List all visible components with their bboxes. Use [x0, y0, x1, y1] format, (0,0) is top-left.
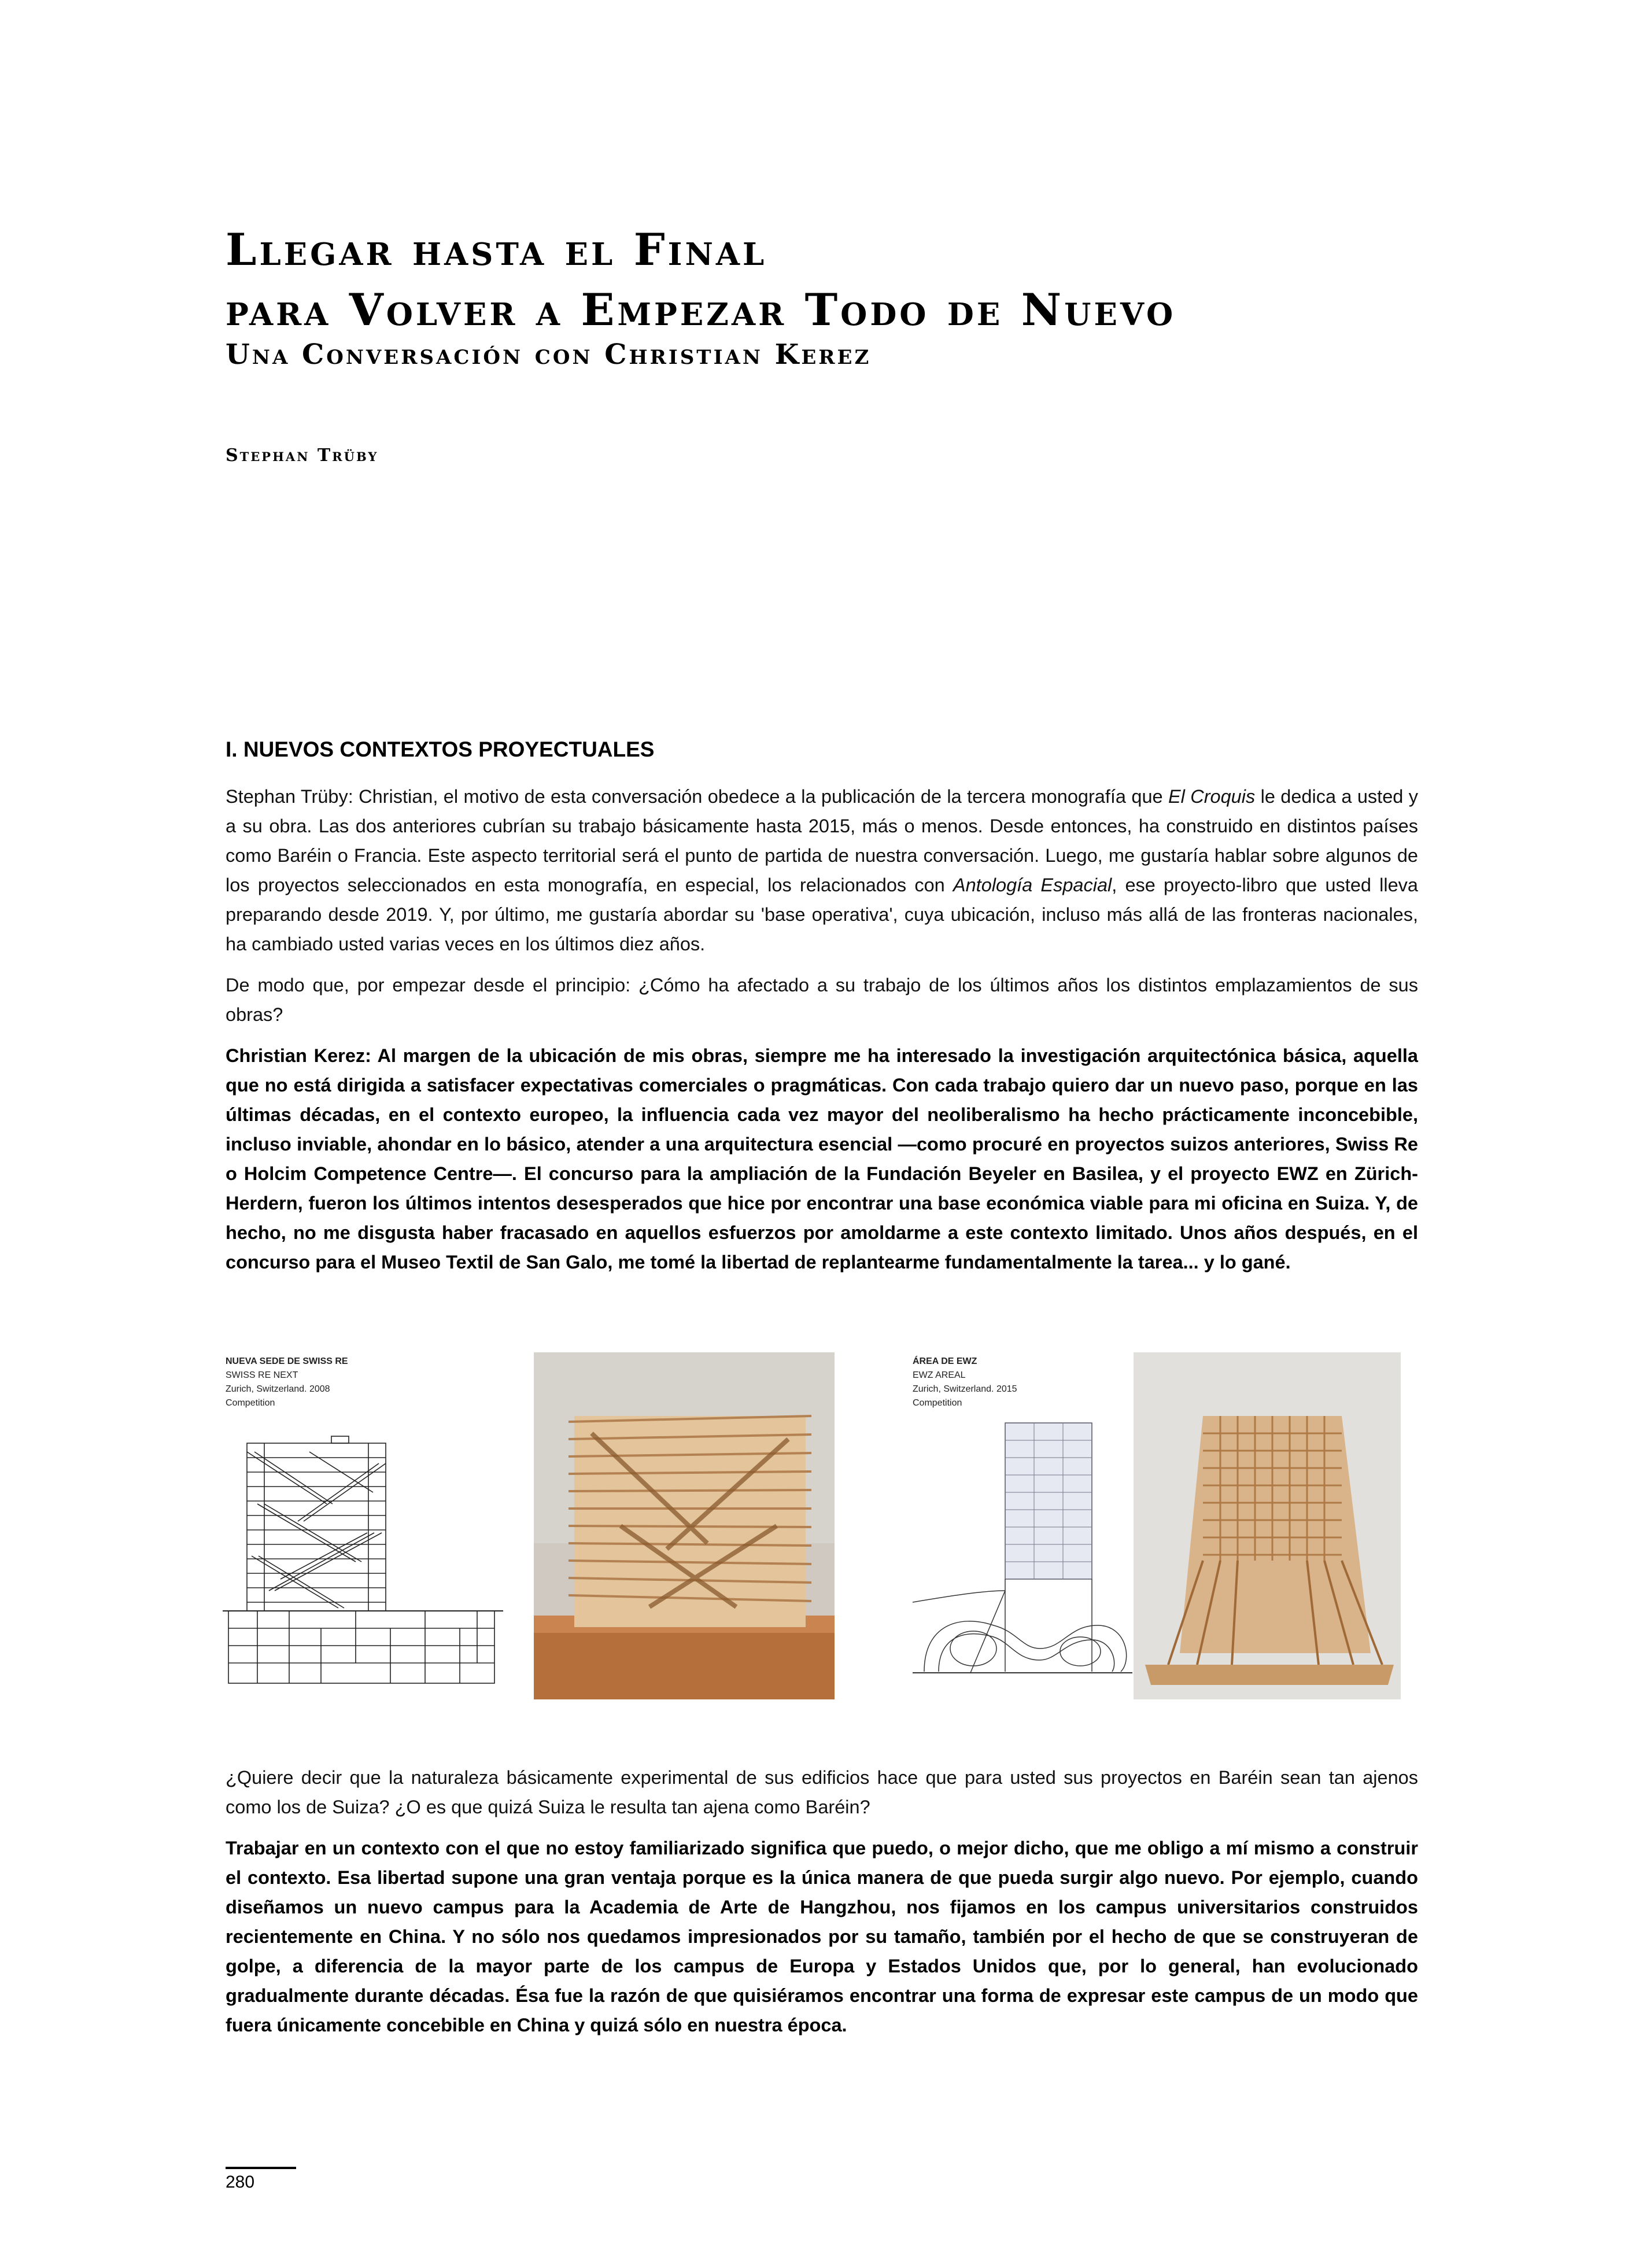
answer-paragraph: Trabajar en un contexto con el que no estoy familiarizado significa que puedo, o mejor dicho, que me obligo a mí mismo a construir el contexto. Esa libertad supone una gran ventaja porque es la única manera de que pueda surgir algo nuevo. Por ejemplo, cuando diseñamos un nuevo campus para la Academia de Arte de Hangzhou, nos fijamos en los campus universitarios construidos recientemente en China. Y no sólo nos quedamos impresionados por su tamaño, también por el hecho de que se construyeran de golpe, a diferencia de la mayor parte de los campus de Europa y Estados Unidos que, por lo general, han evolucionado gradualmente durante décadas. Ésa fue la razón de que quisiéramos encontrar una forma de expresar este campus de un modo que fuera únicamente concebible en China y quizá sólo en nuestra época. — [226, 1838, 1418, 2035]
continuation-body — [226, 1763, 1418, 2052]
caption-project-name: SWISS RE NEXT — [226, 1370, 298, 1380]
intro-paragraph: Stephan Trüby: Christian, el motivo de esta conversación obedece a la publicación de la tercera monografía que El Croquis le dedica a usted y a su obra. Las dos anteriores cubrían su trabajo básicamente hasta 2015, más o menos. Desde entonces, ha construido en distintos países como Baréin o Francia. Este aspecto territorial será el punto de partida de nuestra conversación. Luego, me gustaría hablar sobre algunos de los proyectos seleccionados en esta monografía, en especial, los relacionados con Antología Espacial, ese proyecto-libro que usted lleva preparando desde 2019. Y, por último, me gustaría abordar su 'base operativa', cuya ubicación, incluso más allá de las fronteras nacionales, ha cambiado usted varias veces en los últimos diez años. — [226, 786, 1418, 954]
article-subtitle: Una Conversación con Christian Kerez — [226, 338, 872, 371]
title-line-1: Llegar hasta el Final — [226, 224, 767, 275]
section-body — [226, 782, 1418, 1289]
figure-caption-swiss-re — [226, 1355, 348, 1410]
caption-project-name: EWZ AREAL — [913, 1370, 966, 1380]
figure-caption-ewz — [913, 1355, 1017, 1410]
page-number: 280 — [226, 2173, 255, 2192]
swiss-re-model-photo — [534, 1352, 835, 1699]
ewz-model-photo — [1134, 1352, 1401, 1699]
section-heading: I. NUEVOS CONTEXTOS PROYECTUALES — [226, 737, 655, 761]
project-book-title: Antología Espacial — [953, 875, 1112, 895]
ewz-elevation-drawing — [913, 1417, 1132, 1706]
answer-paragraph: Christian Kerez: Al margen de la ubicación de mis obras, siempre me ha interesado la investigación arquitectónica básica, aquella que no está dirigida a satisfacer expectativas comerciales o pragmáticas. Con cada trabajo quiero dar un nuevo paso, porque en las últimas décadas, en el contexto europeo, la influencia cada vez mayor del neoliberalismo ha hecho prácticamente inconcebible, incluso inviable, ahondar en lo básico, atender a una arquitectura esencial —como procuré en proyectos suizos anteriores, Swiss Re o Holcim Competence Centre—. El concurso para la ampliación de la Fundación Beyeler en Basilea, y el proyecto EWZ en Zürich-Herdern, fueron los últimos intentos desesperados que hice por encontrar una base económica viable para mi oficina en Suiza. Y, de hecho, no me disgusta haber fracasado en aquellos esfuerzos por amoldarme a este contexto limitado. Unos años después, en el concurso para el Museo Textil de San Galo, me tomé la libertad de replantearme fundamentalmente la tarea... y lo gané. — [226, 1045, 1418, 1273]
author-name: Stephan Trüby — [226, 445, 379, 466]
article-title — [226, 220, 1176, 340]
publication-title: El Croquis — [1168, 786, 1256, 807]
caption-type: Competition — [913, 1398, 962, 1408]
question-paragraph: ¿Quiere decir que la naturaleza básicamente experimental de sus edificios hace que para usted sus proyectos en Baréin sean tan ajenos como los de Suiza? ¿O es que quizá Suiza le resulta tan ajena como Baréin? — [226, 1767, 1418, 1817]
swiss-re-elevation-drawing — [223, 1417, 503, 1706]
caption-type: Competition — [226, 1398, 275, 1408]
footer-rule — [226, 2167, 296, 2169]
caption-location: Zurich, Switzerland. 2008 — [226, 1384, 330, 1394]
caption-title: NUEVA SEDE DE SWISS RE — [226, 1356, 348, 1366]
question-paragraph: De modo que, por empezar desde el principio: ¿Cómo ha afectado a su trabajo de los últimos años los distintos emplazamientos de sus obras? — [226, 975, 1418, 1025]
title-line-2: para Volver a Empezar Todo de Nuevo — [226, 284, 1176, 335]
caption-location: Zurich, Switzerland. 2015 — [913, 1384, 1017, 1394]
caption-title: ÁREA DE EWZ — [913, 1356, 977, 1366]
